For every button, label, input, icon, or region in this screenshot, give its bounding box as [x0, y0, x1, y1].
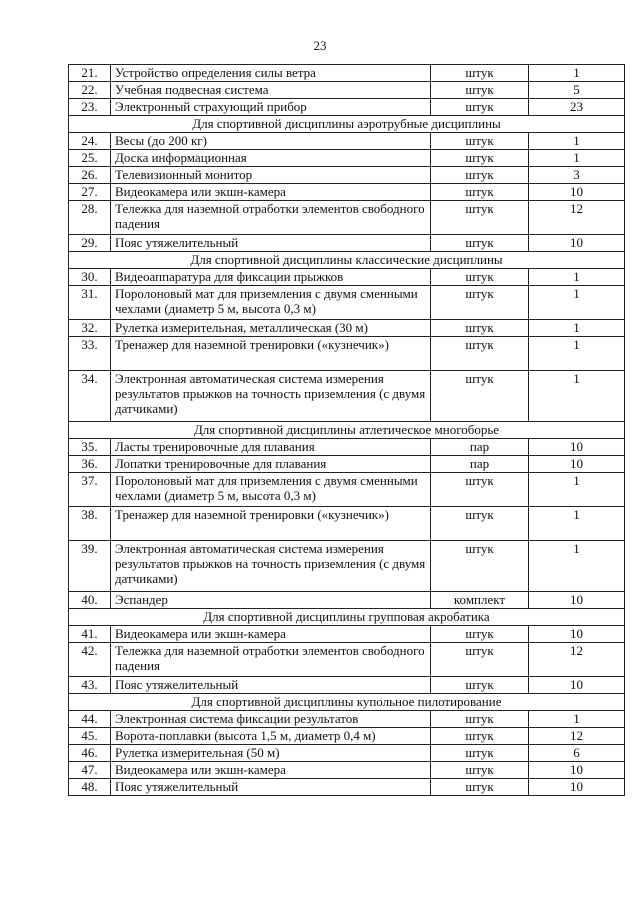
item-unit: штук [431, 167, 529, 184]
item-name: Доска информационная [111, 150, 431, 167]
item-name: Устройство определения силы ветра [111, 65, 431, 82]
item-name: Лопатки тренировочные для плавания [111, 456, 431, 473]
item-name: Поролоновый мат для приземления с двумя сменными чехлами (диаметр 5 м, высота 0,3 м) [111, 473, 431, 507]
row-number: 44. [69, 711, 111, 728]
item-unit: штук [431, 235, 529, 252]
item-unit: штук [431, 745, 529, 762]
row-number: 37. [69, 473, 111, 507]
item-quantity: 1 [529, 541, 625, 592]
item-name: Видеокамера или экшн-камера [111, 626, 431, 643]
item-quantity: 5 [529, 82, 625, 99]
item-quantity: 10 [529, 677, 625, 694]
item-quantity: 10 [529, 762, 625, 779]
item-name: Тележка для наземной отработки элементов свободного падения [111, 643, 431, 677]
item-quantity: 10 [529, 184, 625, 201]
item-quantity: 1 [529, 269, 625, 286]
item-quantity: 10 [529, 439, 625, 456]
item-name: Рулетка измерительная, металлическая (30 м) [111, 320, 431, 337]
table-row [69, 592, 625, 609]
item-name: Пояс утяжелительный [111, 235, 431, 252]
item-quantity: 1 [529, 65, 625, 82]
item-name: Электронная автоматическая система измерения результатов прыжков на точность приземления (с двумя датчиками) [111, 371, 431, 422]
row-number: 24. [69, 133, 111, 150]
item-unit: штук [431, 269, 529, 286]
row-number: 31. [69, 286, 111, 320]
row-number: 38. [69, 507, 111, 541]
item-unit: штук [431, 473, 529, 507]
section-title: Для спортивной дисциплины аэротрубные дисциплины [69, 116, 625, 133]
table-row [69, 626, 625, 643]
section-title: Для спортивной дисциплины классические дисциплины [69, 252, 625, 269]
item-quantity: 10 [529, 592, 625, 609]
item-name: Пояс утяжелительный [111, 779, 431, 796]
item-unit: пар [431, 456, 529, 473]
item-name: Тренажер для наземной тренировки («кузнечик») [111, 337, 431, 371]
item-name: Рулетка измерительная (50 м) [111, 745, 431, 762]
item-unit: штук [431, 762, 529, 779]
item-unit: штук [431, 643, 529, 677]
item-quantity: 1 [529, 711, 625, 728]
item-quantity: 1 [529, 337, 625, 371]
row-number: 29. [69, 235, 111, 252]
row-number: 30. [69, 269, 111, 286]
item-unit: штук [431, 541, 529, 592]
item-name: Электронная система фиксации результатов [111, 711, 431, 728]
table-row [69, 456, 625, 473]
table-row [69, 762, 625, 779]
table-row [69, 99, 625, 116]
table-row [69, 745, 625, 762]
table-row [69, 711, 625, 728]
item-unit: штук [431, 371, 529, 422]
row-number: 46. [69, 745, 111, 762]
table-row [69, 779, 625, 796]
table-body [69, 65, 625, 796]
item-quantity: 3 [529, 167, 625, 184]
row-number: 23. [69, 99, 111, 116]
row-number: 41. [69, 626, 111, 643]
table-row [69, 184, 625, 201]
table-row [69, 286, 625, 320]
row-number: 27. [69, 184, 111, 201]
section-title: Для спортивной дисциплины атлетическое многоборье [69, 422, 625, 439]
table-row [69, 320, 625, 337]
item-quantity: 1 [529, 320, 625, 337]
section-header-row [69, 694, 625, 711]
table-row [69, 643, 625, 677]
item-quantity: 1 [529, 133, 625, 150]
row-number: 22. [69, 82, 111, 99]
item-unit: штук [431, 150, 529, 167]
table-row [69, 235, 625, 252]
item-unit: штук [431, 779, 529, 796]
equipment-table [68, 64, 625, 796]
section-header-row [69, 422, 625, 439]
page-number: 23 [313, 38, 327, 53]
section-title: Для спортивной дисциплины групповая акробатика [69, 609, 625, 626]
item-quantity: 12 [529, 728, 625, 745]
table-row [69, 269, 625, 286]
item-name: Электронный страхующий прибор [111, 99, 431, 116]
row-number: 35. [69, 439, 111, 456]
item-name: Эспандер [111, 592, 431, 609]
section-header-row [69, 609, 625, 626]
item-quantity: 1 [529, 150, 625, 167]
item-unit: штук [431, 65, 529, 82]
item-unit: штук [431, 184, 529, 201]
row-number: 32. [69, 320, 111, 337]
row-number: 42. [69, 643, 111, 677]
row-number: 21. [69, 65, 111, 82]
table-row [69, 150, 625, 167]
row-number: 25. [69, 150, 111, 167]
table-row [69, 677, 625, 694]
row-number: 33. [69, 337, 111, 371]
item-quantity: 1 [529, 507, 625, 541]
item-quantity: 1 [529, 473, 625, 507]
table-row [69, 167, 625, 184]
table-row [69, 439, 625, 456]
item-name: Учебная подвесная система [111, 82, 431, 99]
item-unit: штук [431, 337, 529, 371]
item-name: Тренажер для наземной тренировки («кузнечик») [111, 507, 431, 541]
item-quantity: 1 [529, 371, 625, 422]
row-number: 48. [69, 779, 111, 796]
item-name: Ворота-поплавки (высота 1,5 м, диаметр 0,4 м) [111, 728, 431, 745]
item-unit: штук [431, 82, 529, 99]
item-name: Электронная автоматическая система измерения результатов прыжков на точность приземления (с двумя датчиками) [111, 541, 431, 592]
item-name: Видеоаппаратура для фиксации прыжков [111, 269, 431, 286]
row-number: 39. [69, 541, 111, 592]
item-unit: пар [431, 439, 529, 456]
section-title: Для спортивной дисциплины купольное пилотирование [69, 694, 625, 711]
item-unit: штук [431, 711, 529, 728]
row-number: 34. [69, 371, 111, 422]
row-number: 43. [69, 677, 111, 694]
item-quantity: 10 [529, 235, 625, 252]
item-unit: комплект [431, 592, 529, 609]
item-unit: штук [431, 286, 529, 320]
item-quantity: 12 [529, 643, 625, 677]
item-name: Телевизионный монитор [111, 167, 431, 184]
item-unit: штук [431, 99, 529, 116]
item-name: Поролоновый мат для приземления с двумя сменными чехлами (диаметр 5 м, высота 0,3 м) [111, 286, 431, 320]
table-row [69, 541, 625, 592]
table-row [69, 473, 625, 507]
item-unit: штук [431, 133, 529, 150]
item-name: Ласты тренировочные для плавания [111, 439, 431, 456]
row-number: 36. [69, 456, 111, 473]
table-row [69, 728, 625, 745]
item-quantity: 10 [529, 779, 625, 796]
item-unit: штук [431, 201, 529, 235]
item-name: Тележка для наземной отработки элементов свободного падения [111, 201, 431, 235]
table-row [69, 371, 625, 422]
item-name: Видеокамера или экшн-камера [111, 184, 431, 201]
item-quantity: 10 [529, 626, 625, 643]
item-unit: штук [431, 728, 529, 745]
item-unit: штук [431, 320, 529, 337]
row-number: 45. [69, 728, 111, 745]
table-row [69, 133, 625, 150]
item-quantity: 23 [529, 99, 625, 116]
item-unit: штук [431, 677, 529, 694]
item-unit: штук [431, 507, 529, 541]
row-number: 28. [69, 201, 111, 235]
item-unit: штук [431, 626, 529, 643]
row-number: 26. [69, 167, 111, 184]
table-row [69, 507, 625, 541]
item-name: Весы (до 200 кг) [111, 133, 431, 150]
item-quantity: 1 [529, 286, 625, 320]
row-number: 40. [69, 592, 111, 609]
section-header-row [69, 252, 625, 269]
item-quantity: 6 [529, 745, 625, 762]
table-row [69, 201, 625, 235]
table-row [69, 65, 625, 82]
item-name: Видеокамера или экшн-камера [111, 762, 431, 779]
item-quantity: 12 [529, 201, 625, 235]
item-name: Пояс утяжелительный [111, 677, 431, 694]
table-row [69, 337, 625, 371]
section-header-row [69, 116, 625, 133]
table-row [69, 82, 625, 99]
item-quantity: 10 [529, 456, 625, 473]
row-number: 47. [69, 762, 111, 779]
